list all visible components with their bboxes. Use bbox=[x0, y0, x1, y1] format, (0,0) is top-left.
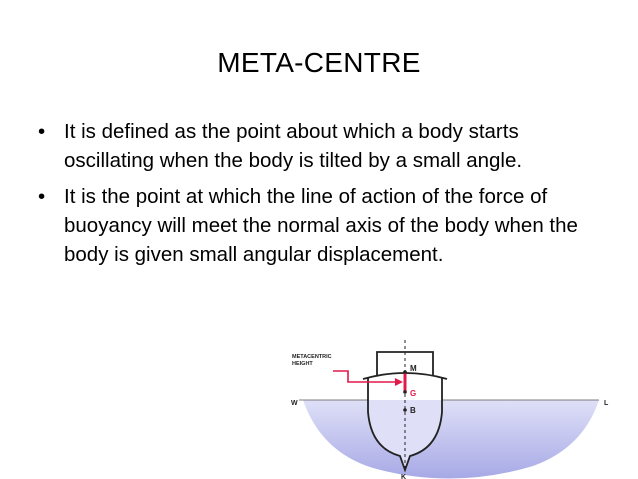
label-g: G bbox=[410, 389, 417, 398]
metacentre-diagram bbox=[283, 340, 613, 479]
bullet-item-definition bbox=[38, 117, 608, 175]
slide-title: META-CENTRE bbox=[217, 47, 421, 78]
label-k: K bbox=[401, 474, 407, 479]
bullet-item-buoyancy bbox=[38, 182, 608, 269]
bullet-marker: • bbox=[38, 120, 46, 143]
water-area bbox=[303, 400, 599, 479]
label-m: M bbox=[410, 364, 417, 373]
point-b bbox=[403, 408, 407, 412]
metacentric-label-line1: METACENTRIC bbox=[292, 354, 332, 360]
label-w: W bbox=[291, 400, 298, 407]
bullet-list bbox=[38, 117, 608, 276]
bullet-marker: • bbox=[38, 185, 46, 208]
metacentric-label-line2: HEIGHT bbox=[292, 361, 313, 367]
bullet-text: It is the point at which the line of action of the force of buoyancy will meet the normal axis of the body when the body is given small angular displacement. bbox=[64, 185, 578, 266]
point-g bbox=[403, 390, 407, 394]
label-l: L bbox=[604, 400, 609, 407]
point-m bbox=[403, 370, 407, 374]
label-b: B bbox=[410, 406, 416, 415]
bullet-text: It is defined as the point about which a body starts oscillating when the body is tilted by a small angle. bbox=[64, 120, 523, 172]
